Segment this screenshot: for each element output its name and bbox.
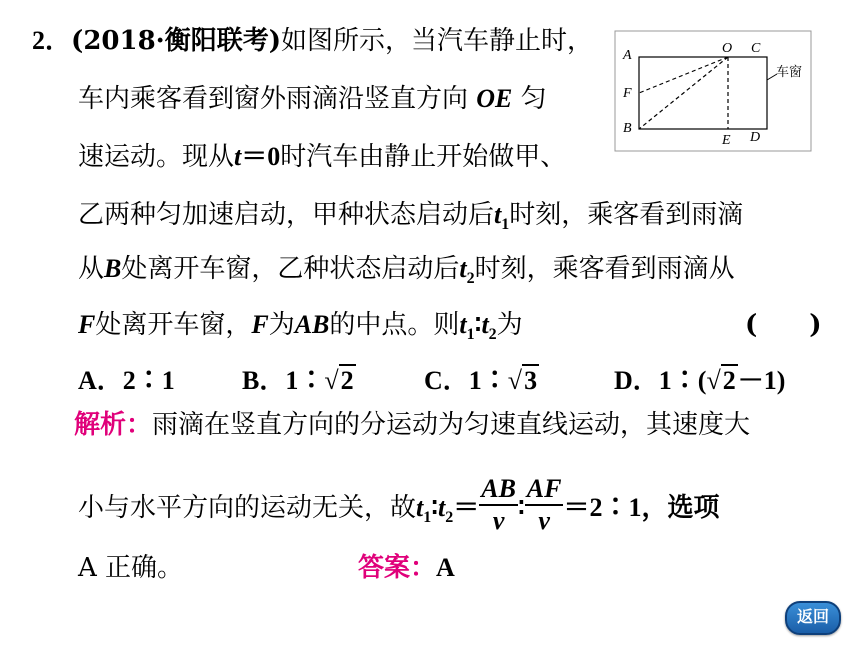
car-window-diagram xyxy=(614,30,812,152)
label-E: E xyxy=(722,133,731,148)
var-t1: $t_1$ xyxy=(494,200,510,233)
label-F: F xyxy=(623,86,632,101)
question-text-6d: 为 xyxy=(496,310,523,340)
ratio-t2: $t_2$ xyxy=(481,310,497,343)
fraction-af-v: $\frac{AF}{v}$ xyxy=(526,474,562,535)
question-text-1: 如图所示，当汽车静止时， xyxy=(281,26,594,56)
var-OE: OE xyxy=(476,84,513,113)
question-text-6a: 处离开车窗， xyxy=(95,310,252,340)
option-c[interactable]: C．1∶√3 xyxy=(424,366,538,395)
analysis-text-1: 雨滴在竖直方向的分运动为匀速直线运动，其速度大 xyxy=(152,410,751,440)
car-window-svg xyxy=(614,30,812,152)
label-A: A xyxy=(623,48,632,63)
option-a[interactable]: A．2∶1 xyxy=(78,366,175,395)
question-text-5b: 处离开车窗，乙种状态启动后 xyxy=(121,254,460,284)
question-text-3a: 速运动。现从 xyxy=(78,142,235,172)
var-F-2: F xyxy=(251,310,269,339)
t-equals-zero: ＝0 xyxy=(241,142,281,171)
question-text-5a: 从 xyxy=(78,254,105,284)
question-text-3b: 时汽车由静止开始做甲、 xyxy=(280,142,567,172)
var-B: B xyxy=(104,254,122,283)
label-C: C xyxy=(751,41,761,56)
ratio-colon: ∶ xyxy=(474,310,482,340)
var-AB: AB xyxy=(294,310,330,339)
question-line-3 xyxy=(78,142,566,172)
question-source: (2018·衡阳联考) xyxy=(71,26,282,56)
label-D: D xyxy=(750,130,761,145)
analysis-text-3: A 正确。 xyxy=(78,553,184,583)
eq-t2: $t_2$ xyxy=(438,493,454,526)
answer-line xyxy=(358,553,455,583)
answer-label: 答案： xyxy=(358,553,437,583)
question-line-5 xyxy=(78,254,735,294)
answer-bracket: ( ) xyxy=(745,310,822,340)
analysis-line-2: 小与水平方向的运动无关，故$t_1∶t_2=$ $\frac{AB}{v}$ ∶ $\frac{AF}{v}$ ＝2∶1，选项 xyxy=(78,474,720,535)
question-text-2a: 车内乘客看到窗外雨滴沿竖直方向 xyxy=(78,84,469,114)
question-text-6b: 为 xyxy=(268,310,295,340)
question-line-2 xyxy=(78,84,547,114)
fraction-ab-v: $\frac{AB}{v}$ xyxy=(481,474,516,535)
analysis-line-1 xyxy=(74,410,750,440)
var-t: t xyxy=(234,142,242,171)
question-text-6c: 的中点。则 xyxy=(329,310,460,340)
question-line-4 xyxy=(78,200,743,240)
analysis-label: 解析： xyxy=(74,410,153,440)
label-window: 车窗 xyxy=(776,65,803,80)
ratio-t1: $t_1$ xyxy=(459,310,475,343)
answer-value: A xyxy=(436,553,455,582)
question-text-5c: 时刻，乘客看到雨滴从 xyxy=(474,254,735,284)
analysis-line-3 xyxy=(78,553,183,583)
var-t2: $t_2$ xyxy=(459,254,475,287)
label-B: B xyxy=(623,121,632,136)
analysis-text-2: 小与水平方向的运动无关，故 xyxy=(78,493,417,523)
option-b[interactable]: B．1∶√2 xyxy=(242,366,354,395)
analysis-result: ＝2∶1，选项 xyxy=(563,493,720,522)
question-line-1 xyxy=(32,26,593,56)
var-F: F xyxy=(78,310,96,339)
question-text-4b: 时刻，乘客看到雨滴 xyxy=(509,200,744,230)
question-number: 2． xyxy=(32,26,72,55)
option-d[interactable]: D．1∶(√2－1) xyxy=(614,366,786,395)
eq-t1: $t_1$ xyxy=(416,493,432,526)
question-text-4a: 乙两种匀加速启动，甲种状态启动后 xyxy=(78,200,495,230)
back-button[interactable]: 返回 xyxy=(785,601,841,635)
label-O: O xyxy=(722,41,733,56)
question-text-2b: 匀 xyxy=(520,84,547,114)
question-line-6 xyxy=(78,310,523,350)
